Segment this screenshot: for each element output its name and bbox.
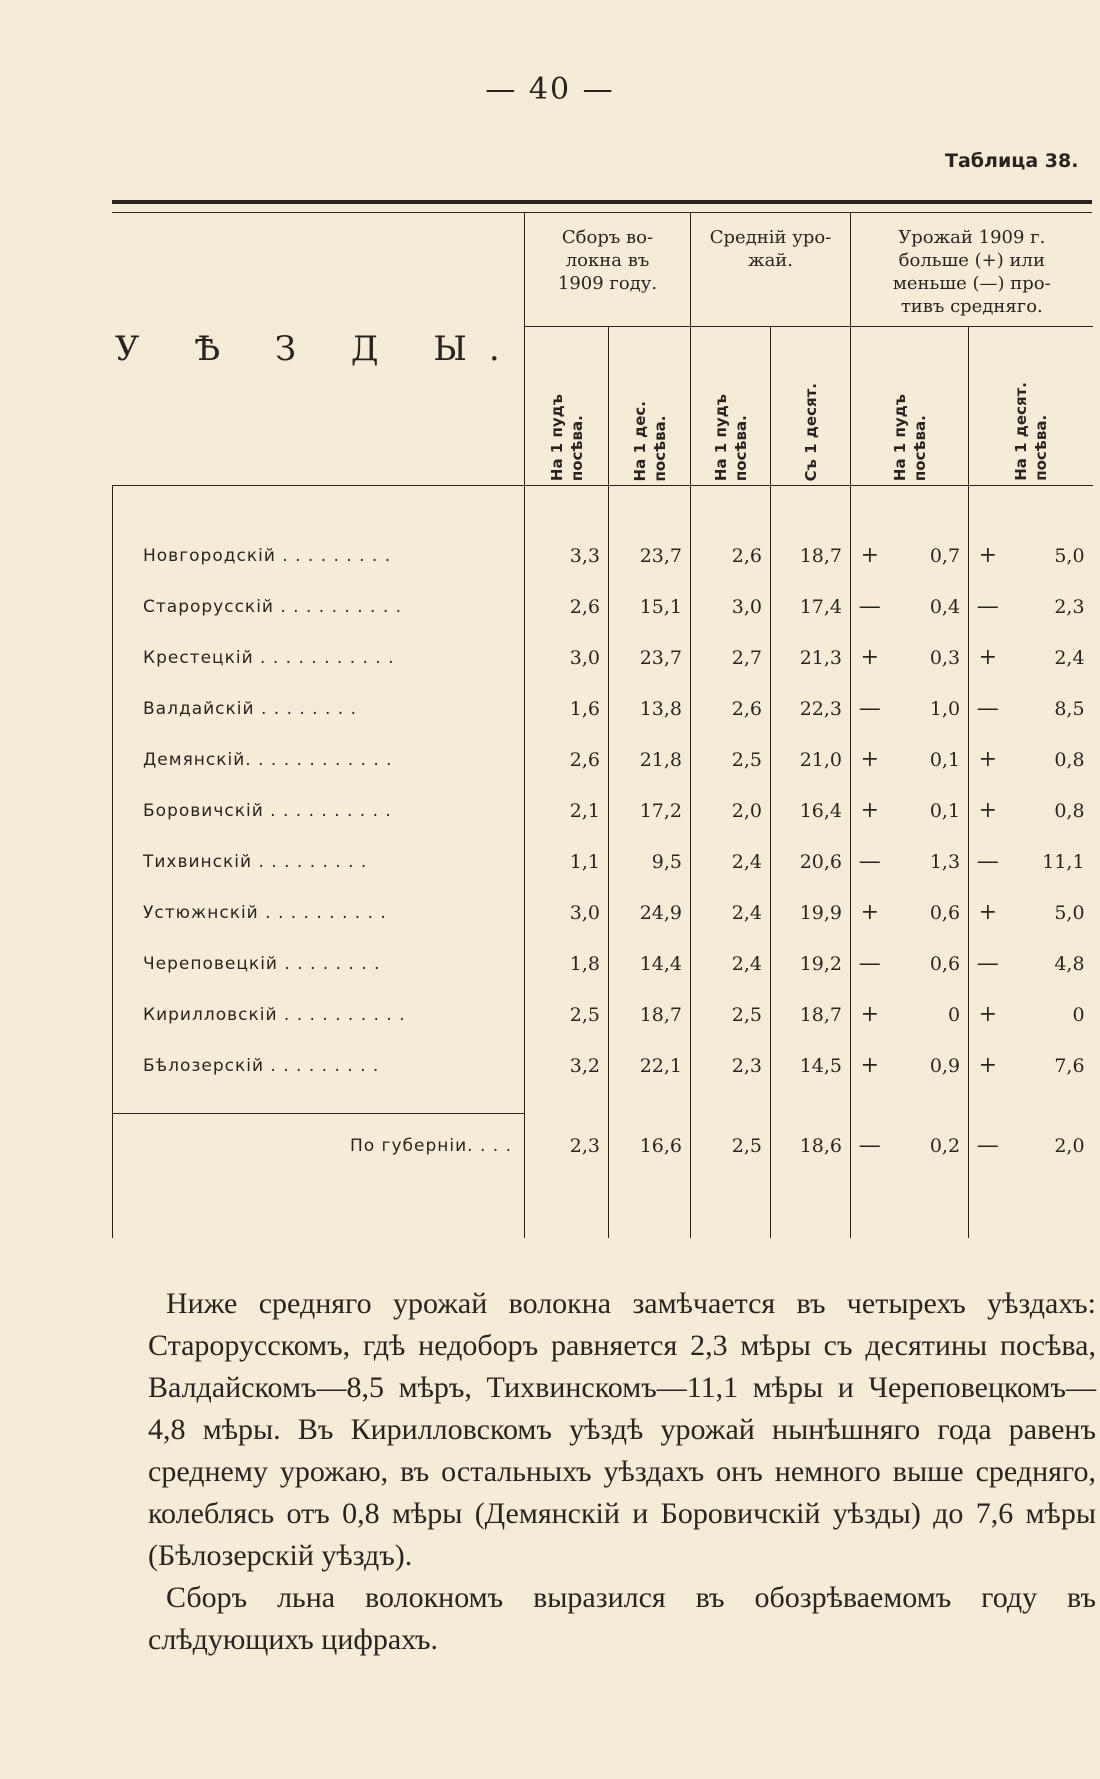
table-body [113, 486, 1093, 1239]
cell-c5: 0,1 [929, 799, 961, 822]
table-row [113, 989, 1093, 1040]
cell-c2: 14,4 [609, 938, 691, 989]
cell-c6: 0,8 [1054, 799, 1085, 822]
subheader-col1 [525, 327, 609, 486]
header-uezdy: У Ѣ З Д Ы. [113, 212, 525, 486]
cell-c1: 2,5 [525, 989, 609, 1040]
uezd-name: Демянскiй. . . . . . . . . . . . [113, 734, 525, 785]
total-c1: 2,3 [525, 1114, 609, 1179]
cell-c5: 0,1 [929, 748, 961, 771]
table-label: Таблица 38. [945, 150, 1079, 172]
total-c3: 2,5 [691, 1114, 771, 1179]
table-row [113, 734, 1093, 785]
cell-sign6: — [969, 836, 1007, 887]
cell-c4: 19,2 [771, 938, 851, 989]
cell-c3: 2,3 [691, 1040, 771, 1091]
cell-c3: 2,5 [691, 989, 771, 1040]
cell-c2: 21,8 [609, 734, 691, 785]
header-average-yield: Среднiй уро- жай. [691, 212, 851, 327]
cell-sign6: + [969, 1040, 1007, 1091]
cell-c4: 14,5 [771, 1040, 851, 1091]
subheader-col5 [851, 327, 969, 486]
cell-c5: 1,3 [929, 850, 961, 873]
cell-sign5: + [851, 887, 889, 938]
cell-c2: 15,1 [609, 581, 691, 632]
table-row [113, 785, 1093, 836]
body-text [148, 1283, 1096, 1661]
cell-c2: 24,9 [609, 887, 691, 938]
cell-c5: 0 [947, 1003, 961, 1026]
cell-c3: 2,5 [691, 734, 771, 785]
spacer-row [113, 486, 1093, 531]
cell-c6: 5,0 [1054, 544, 1085, 567]
cell-c6: 11,1 [1042, 850, 1085, 873]
cell-sign6: + [969, 989, 1007, 1040]
table-row [113, 1040, 1093, 1091]
uezd-name: Кирилловскiй . . . . . . . . . . [113, 989, 525, 1040]
cell-c3: 2,6 [691, 530, 771, 581]
header-difference: Урожай 1909 г. больше (+) или меньше (—) про- тивъ средняго. [851, 212, 1093, 327]
gap-row [113, 1091, 1093, 1114]
cell-c3: 3,0 [691, 581, 771, 632]
subheader-col3-text: На 1 пудъ посѣва. [711, 393, 750, 481]
total-c2: 16,6 [609, 1114, 691, 1179]
cell-c2: 23,7 [609, 632, 691, 683]
cell-c3: 2,4 [691, 887, 771, 938]
cell-c5: 1,0 [929, 697, 961, 720]
cell-c6: 5,0 [1054, 901, 1085, 924]
uezd-name: Крестецкiй . . . . . . . . . . . [113, 632, 525, 683]
cell-sign5: + [851, 989, 889, 1040]
cell-c1: 3,2 [525, 1040, 609, 1091]
cell-c5: 0,9 [929, 1054, 961, 1077]
cell-sign6: — [969, 683, 1007, 734]
cell-sign6: + [969, 734, 1007, 785]
cell-c2: 22,1 [609, 1040, 691, 1091]
cell-sign5: + [851, 785, 889, 836]
subheader-col4-text: Съ 1 десят. [801, 382, 820, 481]
subheader-col3 [691, 327, 771, 486]
cell-c2: 23,7 [609, 530, 691, 581]
page-number: — 40 — [485, 72, 615, 107]
cell-c4: 18,7 [771, 530, 851, 581]
total-c4: 18,6 [771, 1114, 851, 1179]
cell-c1: 1,8 [525, 938, 609, 989]
table-row [113, 632, 1093, 683]
cell-c1: 2,6 [525, 581, 609, 632]
cell-c5: 0,3 [929, 646, 961, 669]
cell-c4: 20,6 [771, 836, 851, 887]
paragraph: Сборъ льна волокномъ выразился въ обозрѣваемомъ году въ слѣдующихъ цифрахъ. [148, 1581, 1096, 1656]
cell-c4: 16,4 [771, 785, 851, 836]
subheader-col2-text: На 1 дес. посѣва. [630, 400, 669, 481]
cell-c2: 18,7 [609, 989, 691, 1040]
cell-c6: 0 [1072, 1003, 1085, 1026]
uezd-name: Новгородскiй . . . . . . . . . [113, 530, 525, 581]
cell-c5: 0,6 [929, 952, 961, 975]
cell-sign5: — [851, 581, 889, 632]
table-row [113, 938, 1093, 989]
cell-c6: 8,5 [1054, 697, 1085, 720]
cell-sign5: + [851, 632, 889, 683]
total-sign6: — [969, 1114, 1007, 1179]
subheader-col6 [969, 327, 1093, 486]
subheader-col4 [771, 327, 851, 486]
cell-c5: 0,6 [929, 901, 961, 924]
cell-c1: 2,6 [525, 734, 609, 785]
cell-c1: 1,6 [525, 683, 609, 734]
cell-sign5: + [851, 1040, 889, 1091]
cell-c3: 2,0 [691, 785, 771, 836]
cell-c1: 1,1 [525, 836, 609, 887]
total-c5: 0,2 [929, 1134, 961, 1157]
subheader-col6-text: На 1 десят. посѣва. [1011, 382, 1050, 481]
cell-c3: 2,4 [691, 836, 771, 887]
cell-c5: 0,7 [929, 544, 961, 567]
total-name: По губернiи. . . . [113, 1114, 525, 1179]
cell-sign5: + [851, 734, 889, 785]
cell-sign6: + [969, 530, 1007, 581]
cell-sign5: — [851, 683, 889, 734]
cell-sign5: + [851, 530, 889, 581]
uezd-name: Валдайскiй . . . . . . . . [113, 683, 525, 734]
cell-c3: 2,7 [691, 632, 771, 683]
uezd-name: Череповецкiй . . . . . . . . [113, 938, 525, 989]
table-row [113, 530, 1093, 581]
cell-c2: 9,5 [609, 836, 691, 887]
uezd-name: Бѣлозерскiй . . . . . . . . . [113, 1040, 525, 1091]
cell-sign5: — [851, 938, 889, 989]
paragraph: Ниже средняго урожай волокна замѣчается въ четырехъ уѣздахъ: Старорусскомъ, гдѣ недоборъ равняется 2,3 мѣры съ десятины посѣва, Валдайскомъ—8,5 мѣръ, Тихвинскомъ—11,1 мѣры и Череповецкомъ—4,8 мѣры. Въ Кирилловскомъ уѣздѣ урожай нынѣшняго года равенъ среднему урожаю, въ остальныхъ уѣздахъ онъ немного выше средняго, колеблясь отъ 0,8 мѣры (Демянскiй и Боровичскiй уѣзды) до 7,6 мѣры (Бѣлозерскiй уѣздъ). [148, 1287, 1096, 1572]
subheader-col1-text: На 1 пудъ посѣва. [547, 393, 586, 481]
cell-c1: 2,1 [525, 785, 609, 836]
cell-c5: 0,4 [929, 595, 961, 618]
cell-c4: 17,4 [771, 581, 851, 632]
cell-c4: 19,9 [771, 887, 851, 938]
cell-c1: 3,3 [525, 530, 609, 581]
cell-sign6: — [969, 938, 1007, 989]
cell-c1: 3,0 [525, 887, 609, 938]
cell-c4: 21,3 [771, 632, 851, 683]
header-harvest-1909: Сборъ во- локна въ 1909 году. [525, 212, 691, 327]
cell-c6: 2,4 [1054, 646, 1085, 669]
cell-c6: 4,8 [1054, 952, 1085, 975]
uezd-name: Старорусскiй . . . . . . . . . . [113, 581, 525, 632]
subheader-col5-text: На 1 пудъ посѣва. [890, 393, 929, 481]
cell-c4: 22,3 [771, 683, 851, 734]
tail-row [113, 1178, 1093, 1238]
uezd-name: Устюжнскiй . . . . . . . . . . [113, 887, 525, 938]
table-row [113, 887, 1093, 938]
cell-sign6: + [969, 632, 1007, 683]
cell-c2: 13,8 [609, 683, 691, 734]
cell-sign6: + [969, 887, 1007, 938]
cell-c4: 18,7 [771, 989, 851, 1040]
uezd-name: Боровичскiй . . . . . . . . . . [113, 785, 525, 836]
cell-c6: 2,3 [1054, 595, 1085, 618]
table-row [113, 836, 1093, 887]
cell-c1: 3,0 [525, 632, 609, 683]
cell-c3: 2,6 [691, 683, 771, 734]
total-c6: 2,0 [1054, 1134, 1085, 1157]
table-row [113, 581, 1093, 632]
cell-c2: 17,2 [609, 785, 691, 836]
cell-sign6: + [969, 785, 1007, 836]
total-row [113, 1114, 1093, 1179]
cell-sign5: — [851, 836, 889, 887]
subheader-col2 [609, 327, 691, 486]
cell-c3: 2,4 [691, 938, 771, 989]
table-row [113, 683, 1093, 734]
uezd-name: Тихвинскiй . . . . . . . . . [113, 836, 525, 887]
cell-c4: 21,0 [771, 734, 851, 785]
cell-sign6: — [969, 581, 1007, 632]
cell-c6: 0,8 [1054, 748, 1085, 771]
cell-c6: 7,6 [1054, 1054, 1085, 1077]
harvest-table [112, 212, 1093, 1238]
total-sign5: — [851, 1114, 889, 1179]
